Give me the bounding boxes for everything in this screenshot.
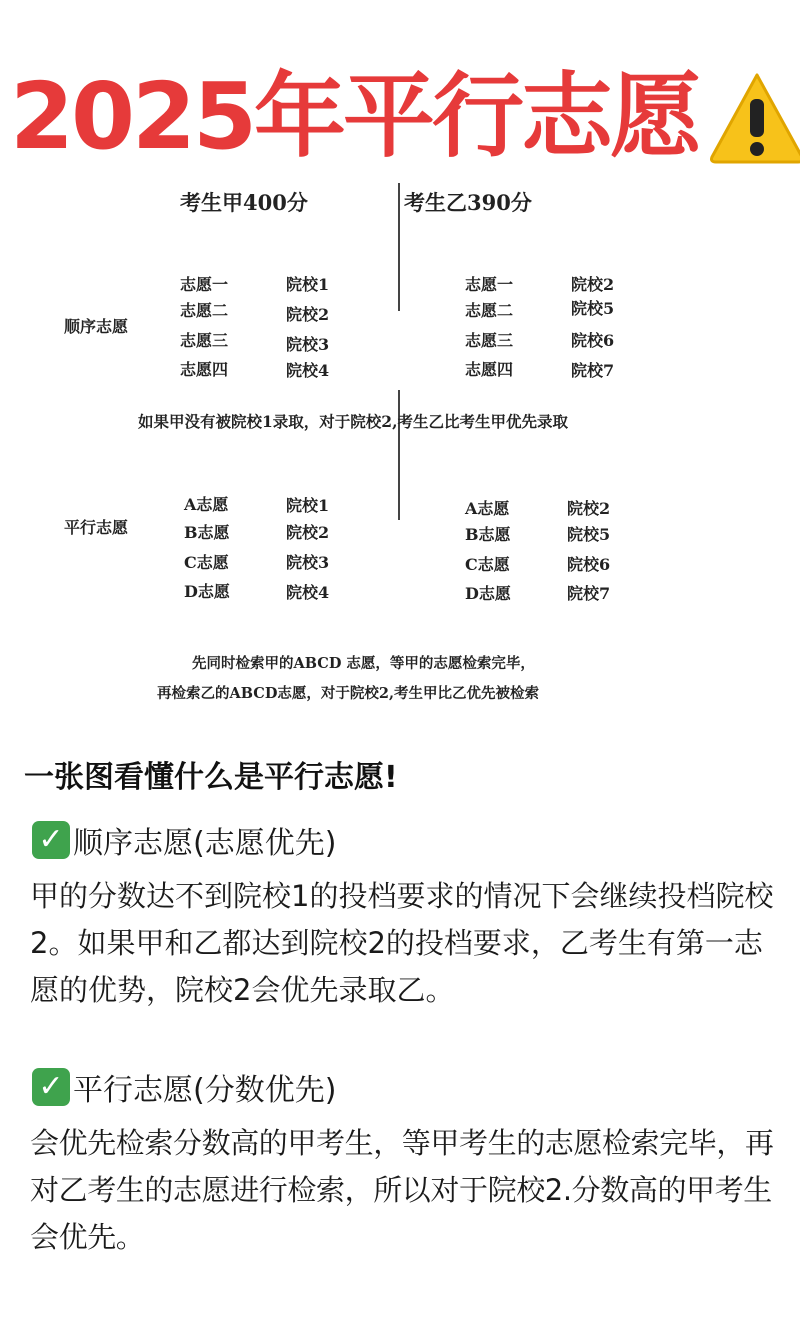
section-title-text: 顺序志愿(志愿优先) xyxy=(73,826,337,861)
par-right-choice: B志愿 xyxy=(465,525,511,544)
sequential-label: 顺序志愿 xyxy=(64,317,129,336)
seq-left-school: 院校2 xyxy=(286,305,330,324)
title-row xyxy=(10,62,800,172)
explanation-subtitle: 一张图看懂什么是平行志愿! xyxy=(24,760,398,795)
par-left-school: 院校1 xyxy=(286,496,330,515)
section-parallel-title xyxy=(32,1065,336,1109)
par-left-choice: B志愿 xyxy=(184,523,230,542)
seq-right-choice: 志愿四 xyxy=(465,360,514,379)
bottom-note-line2: 再检索乙的ABCD志愿，对于院校2,考生甲比乙优先被检索 xyxy=(157,685,540,702)
par-left-school: 院校4 xyxy=(286,583,330,602)
par-right-school: 院校2 xyxy=(567,499,611,518)
parallel-label: 平行志愿 xyxy=(64,518,129,537)
par-left-school: 院校3 xyxy=(286,553,330,572)
par-left-choice: C志愿 xyxy=(184,553,229,572)
check-icon: ✓ xyxy=(32,821,70,859)
section-parallel-body: 会优先检索分数高的甲考生，等甲考生的志愿检索完毕，再对乙考生的志愿进行检索，所以对于院校2.分数高的甲考生会优先。 xyxy=(30,1126,774,1254)
check-icon: ✓ xyxy=(32,1068,70,1106)
par-right-choice: D志愿 xyxy=(465,584,511,603)
seq-left-choice: 志愿二 xyxy=(180,301,229,320)
par-right-school: 院校7 xyxy=(567,584,611,603)
section-sequential-body: 甲的分数达不到院校1的投档要求的情况下会继续投档院校2。如果甲和乙都达到院校2的投档要求，乙考生有第一志愿的优势，院校2会优先录取乙。 xyxy=(30,879,774,1007)
header-candidate-b: 考生乙390分 xyxy=(404,190,532,215)
bottom-note-line1: 先同时检索甲的ABCD 志愿，等甲的志愿检索完毕， xyxy=(192,655,535,672)
section-sequential-title xyxy=(32,818,336,862)
seq-right-choice: 志愿一 xyxy=(465,275,514,294)
par-right-choice: A志愿 xyxy=(465,499,510,518)
seq-left-choice: 志愿四 xyxy=(180,360,229,379)
par-left-choice: A志愿 xyxy=(184,495,229,514)
par-right-school: 院校6 xyxy=(567,555,611,574)
section-title-text: 平行志愿(分数优先) xyxy=(73,1073,337,1108)
par-right-choice: C志愿 xyxy=(465,555,510,574)
seq-right-school: 院校6 xyxy=(571,331,615,350)
seq-left-school: 院校3 xyxy=(286,335,330,354)
seq-right-school: 院校7 xyxy=(571,361,615,380)
header-candidate-a: 考生甲400分 xyxy=(180,190,308,215)
seq-right-choice: 志愿三 xyxy=(465,331,514,350)
par-left-choice: D志愿 xyxy=(184,582,230,601)
par-left-school: 院校2 xyxy=(286,523,330,542)
seq-left-school: 院校1 xyxy=(286,275,330,294)
par-right-school: 院校5 xyxy=(567,525,611,544)
seq-right-choice: 志愿二 xyxy=(465,301,514,320)
divider-line-top xyxy=(398,183,400,311)
seq-right-school: 院校2 xyxy=(571,275,615,294)
seq-left-school: 院校4 xyxy=(286,361,330,380)
middle-note: 如果甲没有被院校1录取，对于院校2,考生乙比考生甲优先录取 xyxy=(138,412,568,431)
warning-icon xyxy=(707,67,800,167)
page-title: 2025年平行志愿 xyxy=(10,63,700,170)
seq-right-school: 院校5 xyxy=(571,299,615,318)
seq-left-choice: 志愿三 xyxy=(180,331,229,350)
seq-left-choice: 志愿一 xyxy=(180,275,229,294)
